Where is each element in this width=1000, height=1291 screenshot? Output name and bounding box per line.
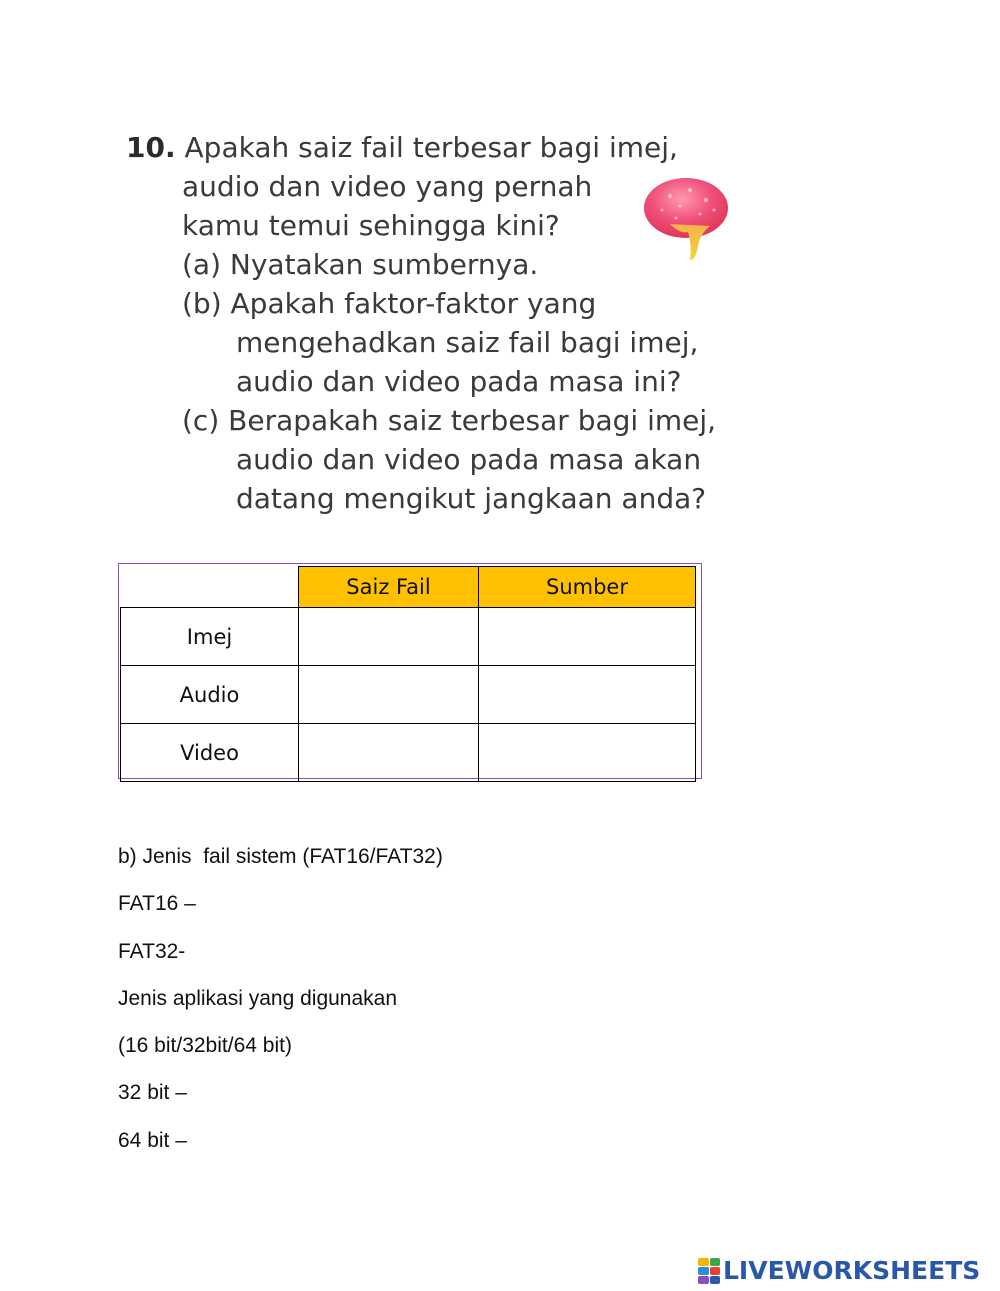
answer-line: b) Jenis fail sistem (FAT16/FAT32): [118, 845, 443, 868]
question-line: kamu temui sehingga kini?: [182, 209, 560, 242]
answer-cell[interactable]: [479, 666, 696, 724]
table-header-saiz: Saiz Fail: [299, 567, 479, 608]
answer-cell[interactable]: [479, 724, 696, 782]
answer-cell[interactable]: [479, 608, 696, 666]
answer-table: [118, 563, 702, 779]
table-header-blank: [121, 567, 299, 608]
question-line: Apakah saiz fail terbesar bagi imej,: [184, 131, 678, 164]
table-header-row: [121, 567, 696, 608]
table-row: [121, 666, 696, 724]
liveworksheets-logo: [698, 1256, 980, 1285]
question-number: 10.: [126, 131, 176, 164]
question-line: (c) Berapakah saiz terbesar bagi imej,: [182, 404, 717, 437]
answer-cell[interactable]: [299, 666, 479, 724]
question-line: datang mengikut jangkaan anda?: [236, 482, 707, 515]
question-line: mengehadkan saiz fail bagi imej,: [236, 326, 699, 359]
row-label-audio: Audio: [121, 666, 299, 724]
answer-cell[interactable]: [299, 724, 479, 782]
answer-line: (16 bit/32bit/64 bit): [118, 1034, 292, 1058]
answer-cell[interactable]: [299, 608, 479, 666]
question-line: audio dan video pada masa ini?: [236, 365, 682, 398]
answer-line[interactable]: FAT16 –: [118, 892, 196, 916]
logo-mark-icon: [698, 1258, 720, 1284]
table-header-sumber: Sumber: [479, 567, 696, 608]
answer-lines: [118, 843, 443, 1174]
question-line: (b) Apakah faktor-faktor yang: [182, 287, 597, 320]
answer-line[interactable]: 32 bit –: [118, 1081, 187, 1105]
brain-icon: [640, 176, 732, 268]
answer-line[interactable]: 64 bit –: [118, 1128, 187, 1152]
question-line: (a) Nyatakan sumbernya.: [182, 248, 539, 281]
logo-text: LIVEWORKSHEETS: [723, 1256, 981, 1285]
answer-line: Jenis aplikasi yang digunakan: [118, 986, 398, 1010]
table-row: [121, 724, 696, 782]
table-row: [121, 608, 696, 666]
answer-line[interactable]: FAT32-: [118, 939, 186, 963]
question-line: audio dan video pada masa akan: [236, 443, 702, 476]
question-line: audio dan video yang pernah: [182, 170, 593, 203]
row-label-video: Video: [121, 724, 299, 782]
row-label-imej: Imej: [121, 608, 299, 666]
